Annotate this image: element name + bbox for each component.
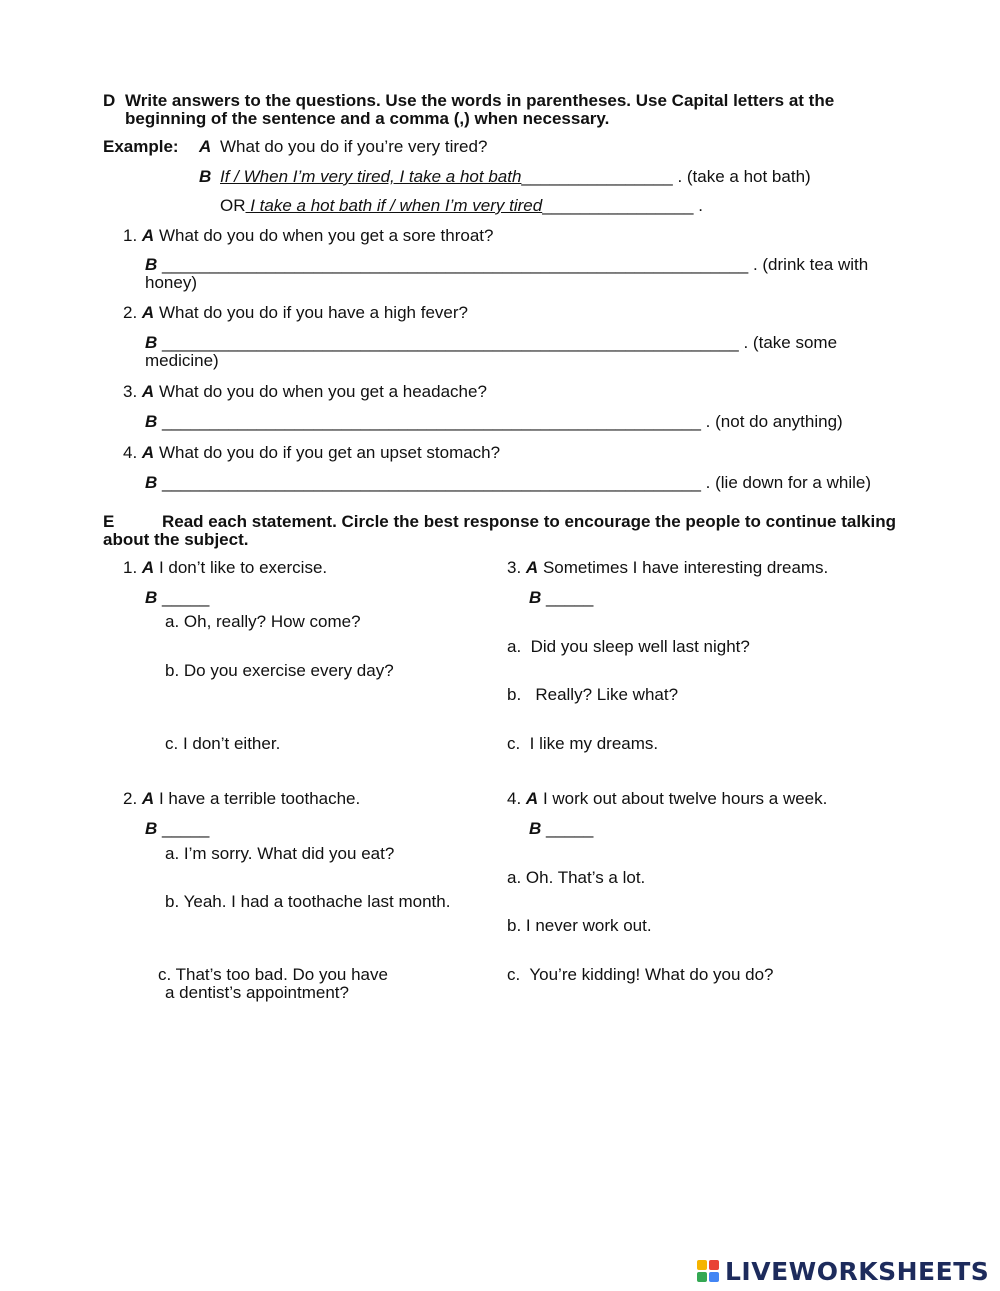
a-marker: A <box>141 789 155 808</box>
item-2-option-c[interactable]: c. That’s too bad. Do you have <box>158 965 388 984</box>
example-answer-blank: ________________ <box>521 167 673 186</box>
example-a-marker: A <box>199 137 212 156</box>
item-3-option-b[interactable]: b. Really? Like what? <box>507 685 679 704</box>
answer-cue-continued: honey) <box>145 273 197 292</box>
answer-cue: . (drink tea with <box>752 255 869 274</box>
answer-blank[interactable]: _________________________________________________________ <box>162 412 701 431</box>
item-2-answer[interactable] <box>145 819 209 838</box>
question-number: 4. <box>123 443 138 462</box>
question-number: 1. <box>123 226 138 245</box>
item-number: 4. <box>507 789 522 808</box>
item-4-option-b[interactable]: b. I never work out. <box>507 916 652 935</box>
logo-block-3 <box>697 1272 707 1282</box>
b-marker: B <box>145 333 158 352</box>
a-marker: A <box>525 558 539 577</box>
logo-text: LIVEWORKSHEETS <box>725 1256 990 1286</box>
item-2-statement <box>123 789 360 808</box>
example-question: What do you do if you’re very tired? <box>220 137 488 156</box>
answer-cue-continued: medicine) <box>145 351 219 370</box>
section-e-letter: E <box>103 512 115 531</box>
question-3 <box>123 382 487 401</box>
question-number: 2. <box>123 303 138 322</box>
example-answer: If / When I’m very tired, I take a hot bath <box>220 167 522 186</box>
answer-blank[interactable]: _____ <box>162 819 210 838</box>
item-3-option-c[interactable]: c. I like my dreams. <box>507 734 659 753</box>
example-or-line <box>220 196 703 215</box>
answer-blank[interactable]: _____ <box>546 588 594 607</box>
answer-line-4[interactable] <box>145 473 871 492</box>
section-e-instruction-line1: Read each statement. Circle the best response to encourage the people to continue talking <box>162 512 896 531</box>
example-answer-line <box>220 167 811 186</box>
logo-block-1 <box>697 1260 707 1270</box>
answer-blank[interactable]: _________________________________________________________ <box>162 473 701 492</box>
section-d-letter: D <box>103 91 116 110</box>
question-text: What do you do when you get a headache? <box>158 382 487 401</box>
item-1-option-c[interactable]: c. I don’t either. <box>165 734 281 753</box>
answer-blank[interactable]: _____________________________________________________________ <box>162 333 739 352</box>
answer-line-1[interactable] <box>145 255 868 274</box>
a-marker: A <box>141 382 155 401</box>
item-2-option-a[interactable]: a. I’m sorry. What did you eat? <box>165 844 395 863</box>
item-1-option-a[interactable]: a. Oh, really? How come? <box>165 612 361 631</box>
example-or-answer: I take a hot bath if / when I’m very tired <box>245 196 543 215</box>
answer-line-2[interactable] <box>145 333 837 352</box>
a-marker: A <box>141 558 155 577</box>
example-or-blank: ________________ <box>542 196 694 215</box>
logo-blocks-icon <box>697 1260 719 1282</box>
item-3-answer[interactable] <box>529 588 593 607</box>
question-text: What do you do if you have a high fever? <box>158 303 468 322</box>
item-1-statement <box>123 558 327 577</box>
section-d-instruction-line2: beginning of the sentence and a comma (,) when necessary. <box>125 109 610 128</box>
b-marker: B <box>145 473 158 492</box>
item-2-option-b[interactable]: b. Yeah. I had a toothache last month. <box>165 892 451 911</box>
answer-blank[interactable]: ______________________________________________________________ <box>162 255 749 274</box>
item-3-statement <box>507 558 828 577</box>
example-label: Example: <box>103 137 179 156</box>
b-marker: B <box>145 255 158 274</box>
logo-block-4 <box>709 1272 719 1282</box>
answer-cue: . (take some <box>743 333 838 352</box>
question-1 <box>123 226 493 245</box>
answer-blank[interactable]: _____ <box>162 588 210 607</box>
a-marker: A <box>141 443 155 462</box>
item-number: 1. <box>123 558 138 577</box>
b-marker: B <box>145 412 158 431</box>
answer-cue: . (not do anything) <box>705 412 843 431</box>
item-3-option-a[interactable]: a. Did you sleep well last night? <box>507 637 750 656</box>
statement-text: I work out about twelve hours a week. <box>542 789 828 808</box>
item-4-option-c[interactable]: c. You’re kidding! What do you do? <box>507 965 774 984</box>
item-1-option-b[interactable]: b. Do you exercise every day? <box>165 661 394 680</box>
a-marker: A <box>525 789 539 808</box>
item-4-option-a[interactable]: a. Oh. That’s a lot. <box>507 868 646 887</box>
item-2-option-c-continued: a dentist’s appointment? <box>165 983 349 1002</box>
answer-line-3[interactable] <box>145 412 843 431</box>
a-marker: A <box>141 226 155 245</box>
section-e-instruction-line2: about the subject. <box>103 530 249 549</box>
example-b-marker: B <box>199 167 212 186</box>
question-4 <box>123 443 500 462</box>
example-or-label: OR <box>220 196 246 215</box>
b-marker: B <box>145 819 158 838</box>
item-1-answer[interactable] <box>145 588 209 607</box>
statement-text: I don’t like to exercise. <box>158 558 328 577</box>
item-number: 3. <box>507 558 522 577</box>
item-number: 2. <box>123 789 138 808</box>
question-2 <box>123 303 468 322</box>
statement-text: I have a terrible toothache. <box>158 789 361 808</box>
liveworksheets-logo[interactable] <box>697 1256 989 1286</box>
logo-block-2 <box>709 1260 719 1270</box>
question-text: What do you do when you get a sore throat? <box>158 226 494 245</box>
b-marker: B <box>529 588 542 607</box>
statement-text: Sometimes I have interesting dreams. <box>542 558 829 577</box>
b-marker: B <box>145 588 158 607</box>
question-text: What do you do if you get an upset stomach? <box>158 443 501 462</box>
answer-cue: . (lie down for a while) <box>705 473 872 492</box>
section-d-instruction-line1: Write answers to the questions. Use the words in parentheses. Use Capital letters at the <box>125 91 835 110</box>
a-marker: A <box>141 303 155 322</box>
b-marker: B <box>529 819 542 838</box>
question-number: 3. <box>123 382 138 401</box>
example-or-end: . <box>698 196 703 215</box>
item-4-answer[interactable] <box>529 819 593 838</box>
answer-blank[interactable]: _____ <box>546 819 594 838</box>
item-4-statement <box>507 789 827 808</box>
example-cue: . (take a hot bath) <box>677 167 811 186</box>
